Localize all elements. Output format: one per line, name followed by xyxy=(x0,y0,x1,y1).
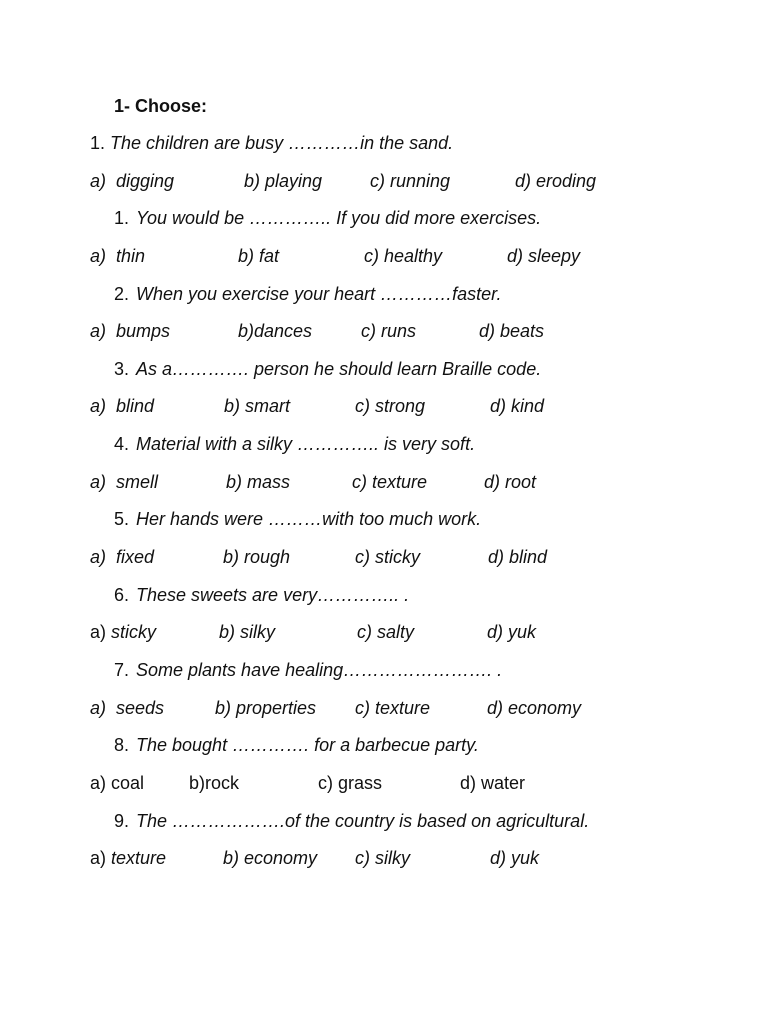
question-number: 6. xyxy=(114,585,130,605)
option-d[interactable]: d) sleepy xyxy=(507,246,581,266)
question-text: When you exercise your heart …………faster. xyxy=(136,284,502,304)
option-b[interactable]: b) mass xyxy=(226,472,291,492)
question-3 xyxy=(114,283,501,305)
question-number: 8. xyxy=(114,735,130,755)
option-a[interactable]: a) seeds xyxy=(90,698,165,718)
option-a[interactable]: a) texture xyxy=(90,848,167,868)
option-c[interactable]: c) silky xyxy=(355,848,410,868)
option-c[interactable]: c) runs xyxy=(361,321,417,341)
option-a[interactable]: a) blind xyxy=(90,396,155,416)
option-c[interactable]: c) texture xyxy=(355,698,431,718)
question-number: 1. xyxy=(114,208,130,228)
question-text: The bought …………. for a barbecue party. xyxy=(136,735,479,755)
question-10 xyxy=(114,810,589,832)
option-a[interactable]: a) sticky xyxy=(90,622,157,642)
question-8 xyxy=(114,659,502,681)
option-c[interactable]: c) running xyxy=(370,171,451,191)
question-number: 2. xyxy=(114,284,130,304)
option-a[interactable]: a) fixed xyxy=(90,547,155,567)
option-a[interactable]: a) bumps xyxy=(90,321,171,341)
question-text: You would be ………….. If you did more exercises. xyxy=(136,208,542,228)
question-2 xyxy=(114,207,541,229)
question-number: 3. xyxy=(114,359,130,379)
option-c[interactable]: c) grass xyxy=(318,773,383,793)
option-d[interactable]: d) yuk xyxy=(487,622,537,642)
option-b[interactable]: b) rough xyxy=(223,547,291,567)
question-7 xyxy=(114,584,409,606)
option-b[interactable]: b) smart xyxy=(224,396,291,416)
option-b[interactable]: b)dances xyxy=(238,321,313,341)
question-text: Material with a silky ………….. is very soft. xyxy=(136,434,476,454)
option-a[interactable]: a) coal xyxy=(90,773,145,793)
option-a[interactable]: a) smell xyxy=(90,472,159,492)
option-c[interactable]: c) healthy xyxy=(364,246,443,266)
option-b[interactable]: b)rock xyxy=(189,773,240,793)
option-d[interactable]: d) root xyxy=(484,472,537,492)
option-b[interactable]: b) economy xyxy=(223,848,318,868)
option-d[interactable]: d) kind xyxy=(490,396,545,416)
question-text: As a…………. person he should learn Braille code. xyxy=(136,359,542,379)
question-text: The ……………….of the country is based on agricultural. xyxy=(136,811,590,831)
question-number: 4. xyxy=(114,434,130,454)
option-c[interactable]: c) salty xyxy=(357,622,415,642)
question-text: The children are busy …………in the sand. xyxy=(110,133,454,153)
question-text: Her hands were ………with too much work. xyxy=(136,509,482,529)
question-5 xyxy=(114,433,475,455)
option-d[interactable]: d) beats xyxy=(479,321,545,341)
question-text: These sweets are very………….. . xyxy=(136,585,410,605)
option-b[interactable]: b) playing xyxy=(244,171,323,191)
question-6 xyxy=(114,508,481,530)
question-number: 5. xyxy=(114,509,130,529)
option-a[interactable]: a) digging xyxy=(90,171,175,191)
question-4 xyxy=(114,358,541,380)
question-number: 7. xyxy=(114,660,130,680)
option-c[interactable]: c) strong xyxy=(355,396,426,416)
option-c[interactable]: c) texture xyxy=(352,472,428,492)
option-d[interactable]: d) blind xyxy=(488,547,548,567)
question-number: 1. xyxy=(90,133,106,153)
option-d[interactable]: d) water xyxy=(460,773,526,793)
option-c[interactable]: c) sticky xyxy=(355,547,420,567)
option-d[interactable]: d) yuk xyxy=(490,848,540,868)
question-1 xyxy=(90,132,453,154)
option-b[interactable]: b) silky xyxy=(219,622,276,642)
option-b[interactable]: b) fat xyxy=(238,246,280,266)
section-heading: 1- Choose: xyxy=(114,96,208,116)
question-9 xyxy=(114,734,479,756)
question-text: Some plants have healing……………………. . xyxy=(136,660,503,680)
option-b[interactable]: b) properties xyxy=(215,698,317,718)
option-d[interactable]: d) eroding xyxy=(515,171,597,191)
option-d[interactable]: d) economy xyxy=(487,698,582,718)
question-number: 9. xyxy=(114,811,130,831)
option-a[interactable]: a) thin xyxy=(90,246,146,266)
